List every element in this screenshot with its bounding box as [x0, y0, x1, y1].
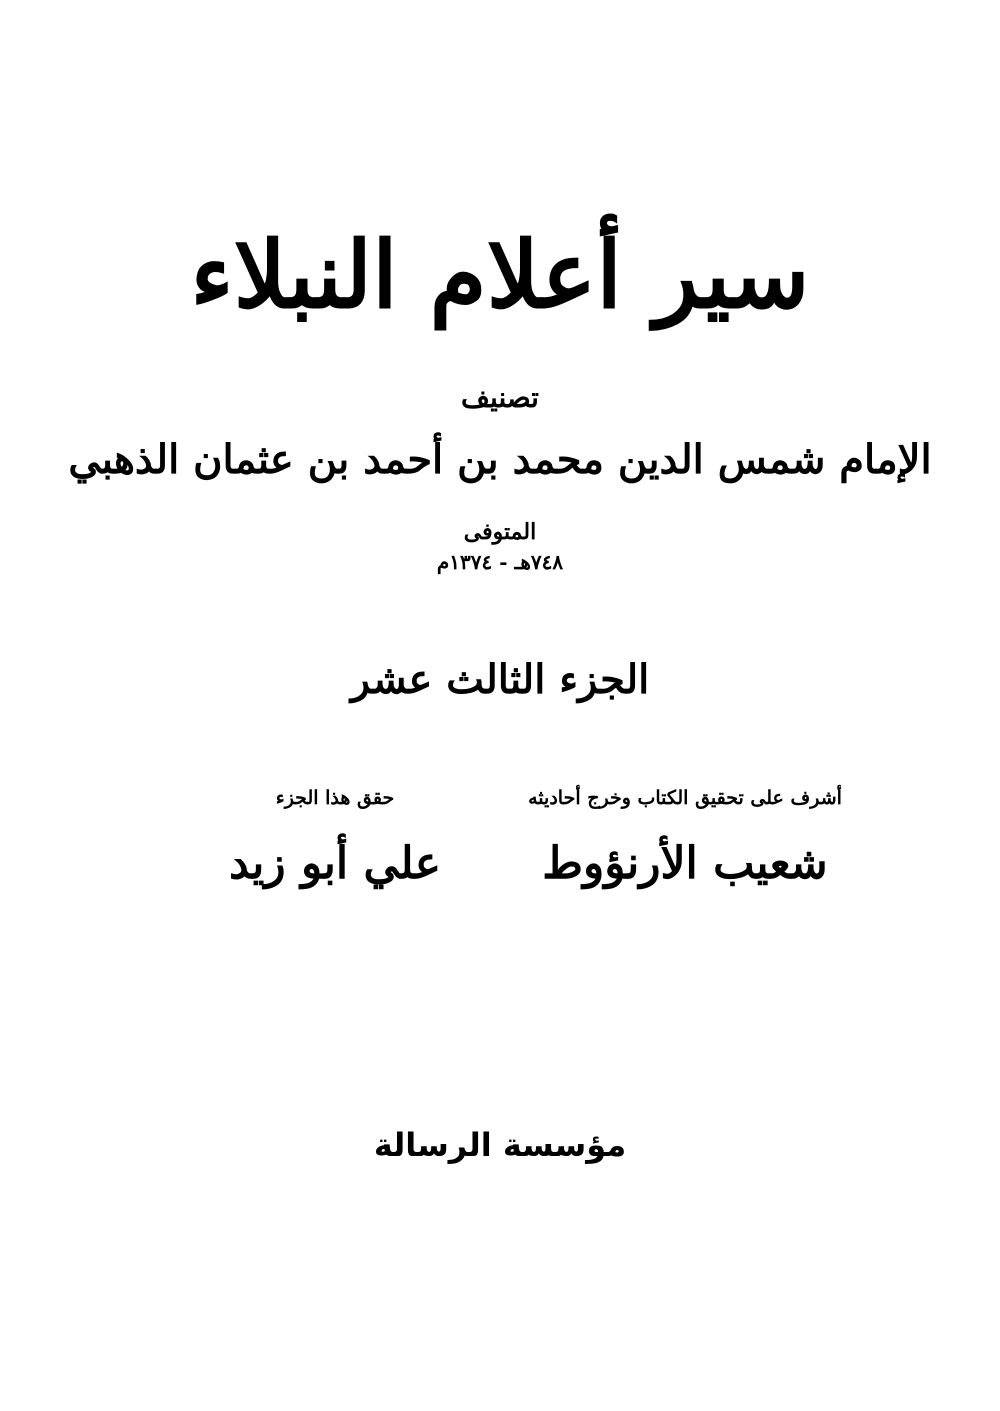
supervisor-name: شعيب الأرنؤوط — [542, 838, 828, 889]
book-title: سير أعلام النبلاء — [190, 221, 810, 329]
author-name: الإمام شمس الدين محمد بن أحمد بن عثمان الذهبي — [68, 436, 932, 483]
deceased-label: المتوفى — [463, 519, 537, 545]
supervisor-role: أشرف على تحقيق الكتاب وخرج أحاديثه — [528, 787, 842, 809]
editor-name: علي أبو زيد — [229, 838, 441, 889]
volume-number: الجزء الثالث عشر — [350, 656, 650, 703]
editor-role: حقق هذا الجزء — [275, 787, 395, 809]
authorship-label: تصنيف — [461, 381, 539, 414]
death-dates: ٧٤٨هـ - ١٣٧٤م — [436, 550, 564, 574]
publisher-name: مؤسسة الرسالة — [373, 1126, 627, 1164]
